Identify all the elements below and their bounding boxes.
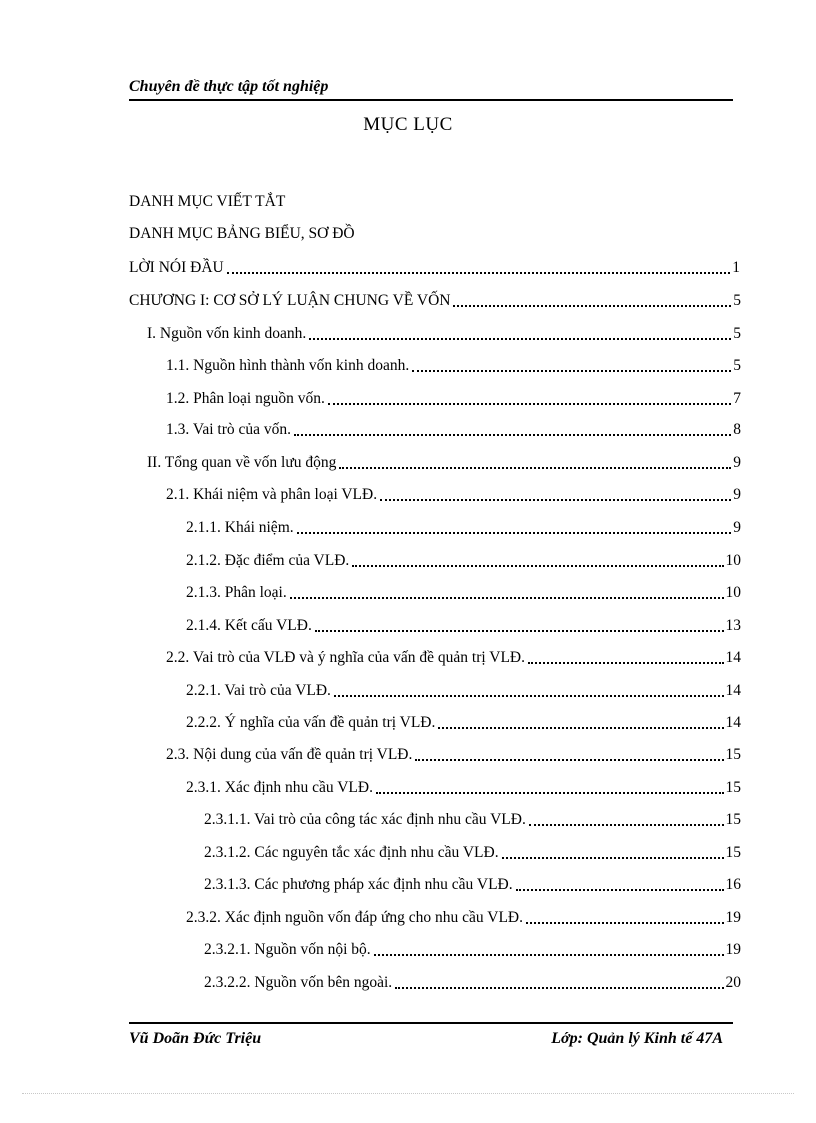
footer-class: Lớp: Quản lý Kinh tế 47A <box>551 1030 723 1047</box>
toc-page-number: 10 <box>725 552 741 569</box>
toc-page-number: 15 <box>725 811 741 828</box>
header-text: Chuyên đề thực tập tốt nghiệp <box>129 78 329 95</box>
toc-entry-title: 2.1.4. Kết cấu VLĐ. <box>186 617 312 634</box>
toc-entry-title: 2.1.3. Phân loại. <box>186 584 287 601</box>
toc-dot-leader <box>294 434 731 436</box>
toc-dot-leader <box>290 597 724 599</box>
toc-entry-title: DANH MỤC VIẾT TẮT <box>129 193 286 210</box>
toc-entry-title: 2.2. Vai trò của VLĐ và ý nghĩa của vấn đề quản trị VLĐ. <box>166 649 525 666</box>
toc-entry[interactable] <box>204 869 741 895</box>
toc-entry[interactable] <box>166 414 741 440</box>
toc-entry-title: 2.1. Khái niệm và phân loại VLĐ. <box>166 486 378 503</box>
toc-entry[interactable] <box>166 642 741 668</box>
toc-page-number: 16 <box>725 876 741 893</box>
toc-entry-title: DANH MỤC BẢNG BIỂU, SƠ ĐỒ <box>129 225 355 242</box>
toc-entry[interactable] <box>186 610 741 636</box>
toc-entry-title: 2.1.1. Khái niệm. <box>186 519 294 536</box>
toc-entry[interactable] <box>166 383 741 409</box>
toc-page-number: 14 <box>725 714 741 731</box>
toc-dot-leader <box>453 305 731 307</box>
toc-page-number: 9 <box>733 454 741 471</box>
toc-entry[interactable] <box>186 675 741 701</box>
toc-page-number: 5 <box>733 292 741 309</box>
toc-entry-title: 2.3.1.1. Vai trò của công tác xác định nhu cầu VLĐ. <box>204 811 526 828</box>
toc-entry-title: LỜI NÓI ĐẦU <box>129 259 224 276</box>
toc-dot-leader <box>328 403 731 405</box>
toc-entry[interactable] <box>204 967 741 993</box>
toc-entry[interactable] <box>186 772 741 798</box>
toc-page-number: 10 <box>725 584 741 601</box>
toc-page-number: 14 <box>725 682 741 699</box>
toc-entry[interactable] <box>129 186 285 212</box>
toc-page-number: 9 <box>733 519 741 536</box>
toc-entry[interactable] <box>129 252 740 278</box>
toc-entry-title: 2.3.2.2. Nguồn vốn bên ngoài. <box>204 974 393 991</box>
toc-entry-title: 2.3. Nội dung của vấn đề quản trị VLĐ. <box>166 746 413 763</box>
toc-page-number: 8 <box>733 421 741 438</box>
toc-entry-title: 2.2.1. Vai trò của VLĐ. <box>186 682 331 699</box>
toc-dot-leader <box>516 889 724 891</box>
toc-dot-leader <box>528 662 724 664</box>
toc-entry-title: 2.3.1.2. Các nguyên tắc xác định nhu cầu VLĐ. <box>204 844 499 861</box>
page-title: MỤC LỤC <box>363 114 453 135</box>
toc-page-number: 13 <box>725 617 741 634</box>
toc-entry[interactable] <box>204 804 741 830</box>
toc-dot-leader <box>315 630 724 632</box>
toc-entry[interactable] <box>129 285 741 311</box>
footer-author: Vũ Doãn Đức Triệu <box>129 1030 262 1047</box>
toc-page-number: 19 <box>725 909 741 926</box>
toc-page-number: 9 <box>733 486 741 503</box>
toc-entry[interactable] <box>204 934 741 960</box>
toc-dot-leader <box>339 467 731 469</box>
toc-entry[interactable] <box>186 902 741 928</box>
toc-dot-leader <box>529 824 724 826</box>
toc-entry-title: 1.1. Nguồn hình thành vốn kinh doanh. <box>166 357 410 374</box>
toc-entry-title: I. Nguồn vốn kinh doanh. <box>147 325 307 342</box>
toc-page-number: 19 <box>725 941 741 958</box>
toc-page-number: 5 <box>733 325 741 342</box>
toc-page-number: 15 <box>725 779 741 796</box>
toc-entry[interactable] <box>147 318 741 344</box>
toc-page-number: 15 <box>725 844 741 861</box>
toc-dot-leader <box>352 565 723 567</box>
toc-entry[interactable] <box>186 707 741 733</box>
toc-entry-title: II. Tổng quan về vốn lưu động <box>147 454 337 471</box>
toc-page-number: 1 <box>732 259 740 276</box>
toc-entry[interactable] <box>166 739 741 765</box>
toc-dot-leader <box>376 792 724 794</box>
toc-page-number: 7 <box>733 390 741 407</box>
toc-dot-leader <box>412 370 731 372</box>
toc-entry-title: CHƯƠNG I: CƠ SỞ LÝ LUẬN CHUNG VỀ VỐN <box>129 292 451 309</box>
toc-entry[interactable] <box>166 479 741 505</box>
page-footer <box>129 1022 733 1050</box>
toc-page-number: 20 <box>725 974 741 991</box>
toc-entry[interactable] <box>166 350 741 376</box>
toc-entry-title: 2.3.2. Xác định nguồn vốn đáp ứng cho nhu cầu VLĐ. <box>186 909 524 926</box>
page-header <box>129 75 733 101</box>
toc-entry-title: 2.3.1.3. Các phương pháp xác định nhu cầu VLĐ. <box>204 876 513 893</box>
toc-entry-title: 2.1.2. Đặc điểm của VLĐ. <box>186 552 350 569</box>
toc-dot-leader <box>380 499 731 501</box>
toc-page-number: 5 <box>733 357 741 374</box>
toc-dot-leader <box>415 759 723 761</box>
toc-entry-title: 1.3. Vai trò của vốn. <box>166 421 291 438</box>
toc-dot-leader <box>309 338 731 340</box>
toc-entry[interactable] <box>129 218 355 244</box>
toc-dot-leader <box>395 987 723 989</box>
toc-dot-leader <box>526 922 723 924</box>
toc-entry-title: 2.3.1. Xác định nhu cầu VLĐ. <box>186 779 373 796</box>
toc-entry[interactable] <box>147 447 741 473</box>
toc-dot-leader <box>297 532 732 534</box>
toc-dot-leader <box>334 695 724 697</box>
toc-entry-title: 2.3.2.1. Nguồn vốn nội bộ. <box>204 941 371 958</box>
toc-dot-leader <box>438 727 723 729</box>
toc-entry[interactable] <box>186 577 741 603</box>
toc-entry[interactable] <box>186 545 741 571</box>
toc-page-number: 14 <box>725 649 741 666</box>
page-edge-divider <box>22 1093 794 1094</box>
toc-page-number: 15 <box>725 746 741 763</box>
toc-entry[interactable] <box>186 512 741 538</box>
toc-entry-title: 2.2.2. Ý nghĩa của vấn đề quản trị VLĐ. <box>186 714 436 731</box>
toc-dot-leader <box>502 857 724 859</box>
toc-dot-leader <box>227 272 731 274</box>
toc-dot-leader <box>374 954 724 956</box>
toc-entry-title: 1.2. Phân loại nguồn vốn. <box>166 390 325 407</box>
toc-entry[interactable] <box>204 837 741 863</box>
